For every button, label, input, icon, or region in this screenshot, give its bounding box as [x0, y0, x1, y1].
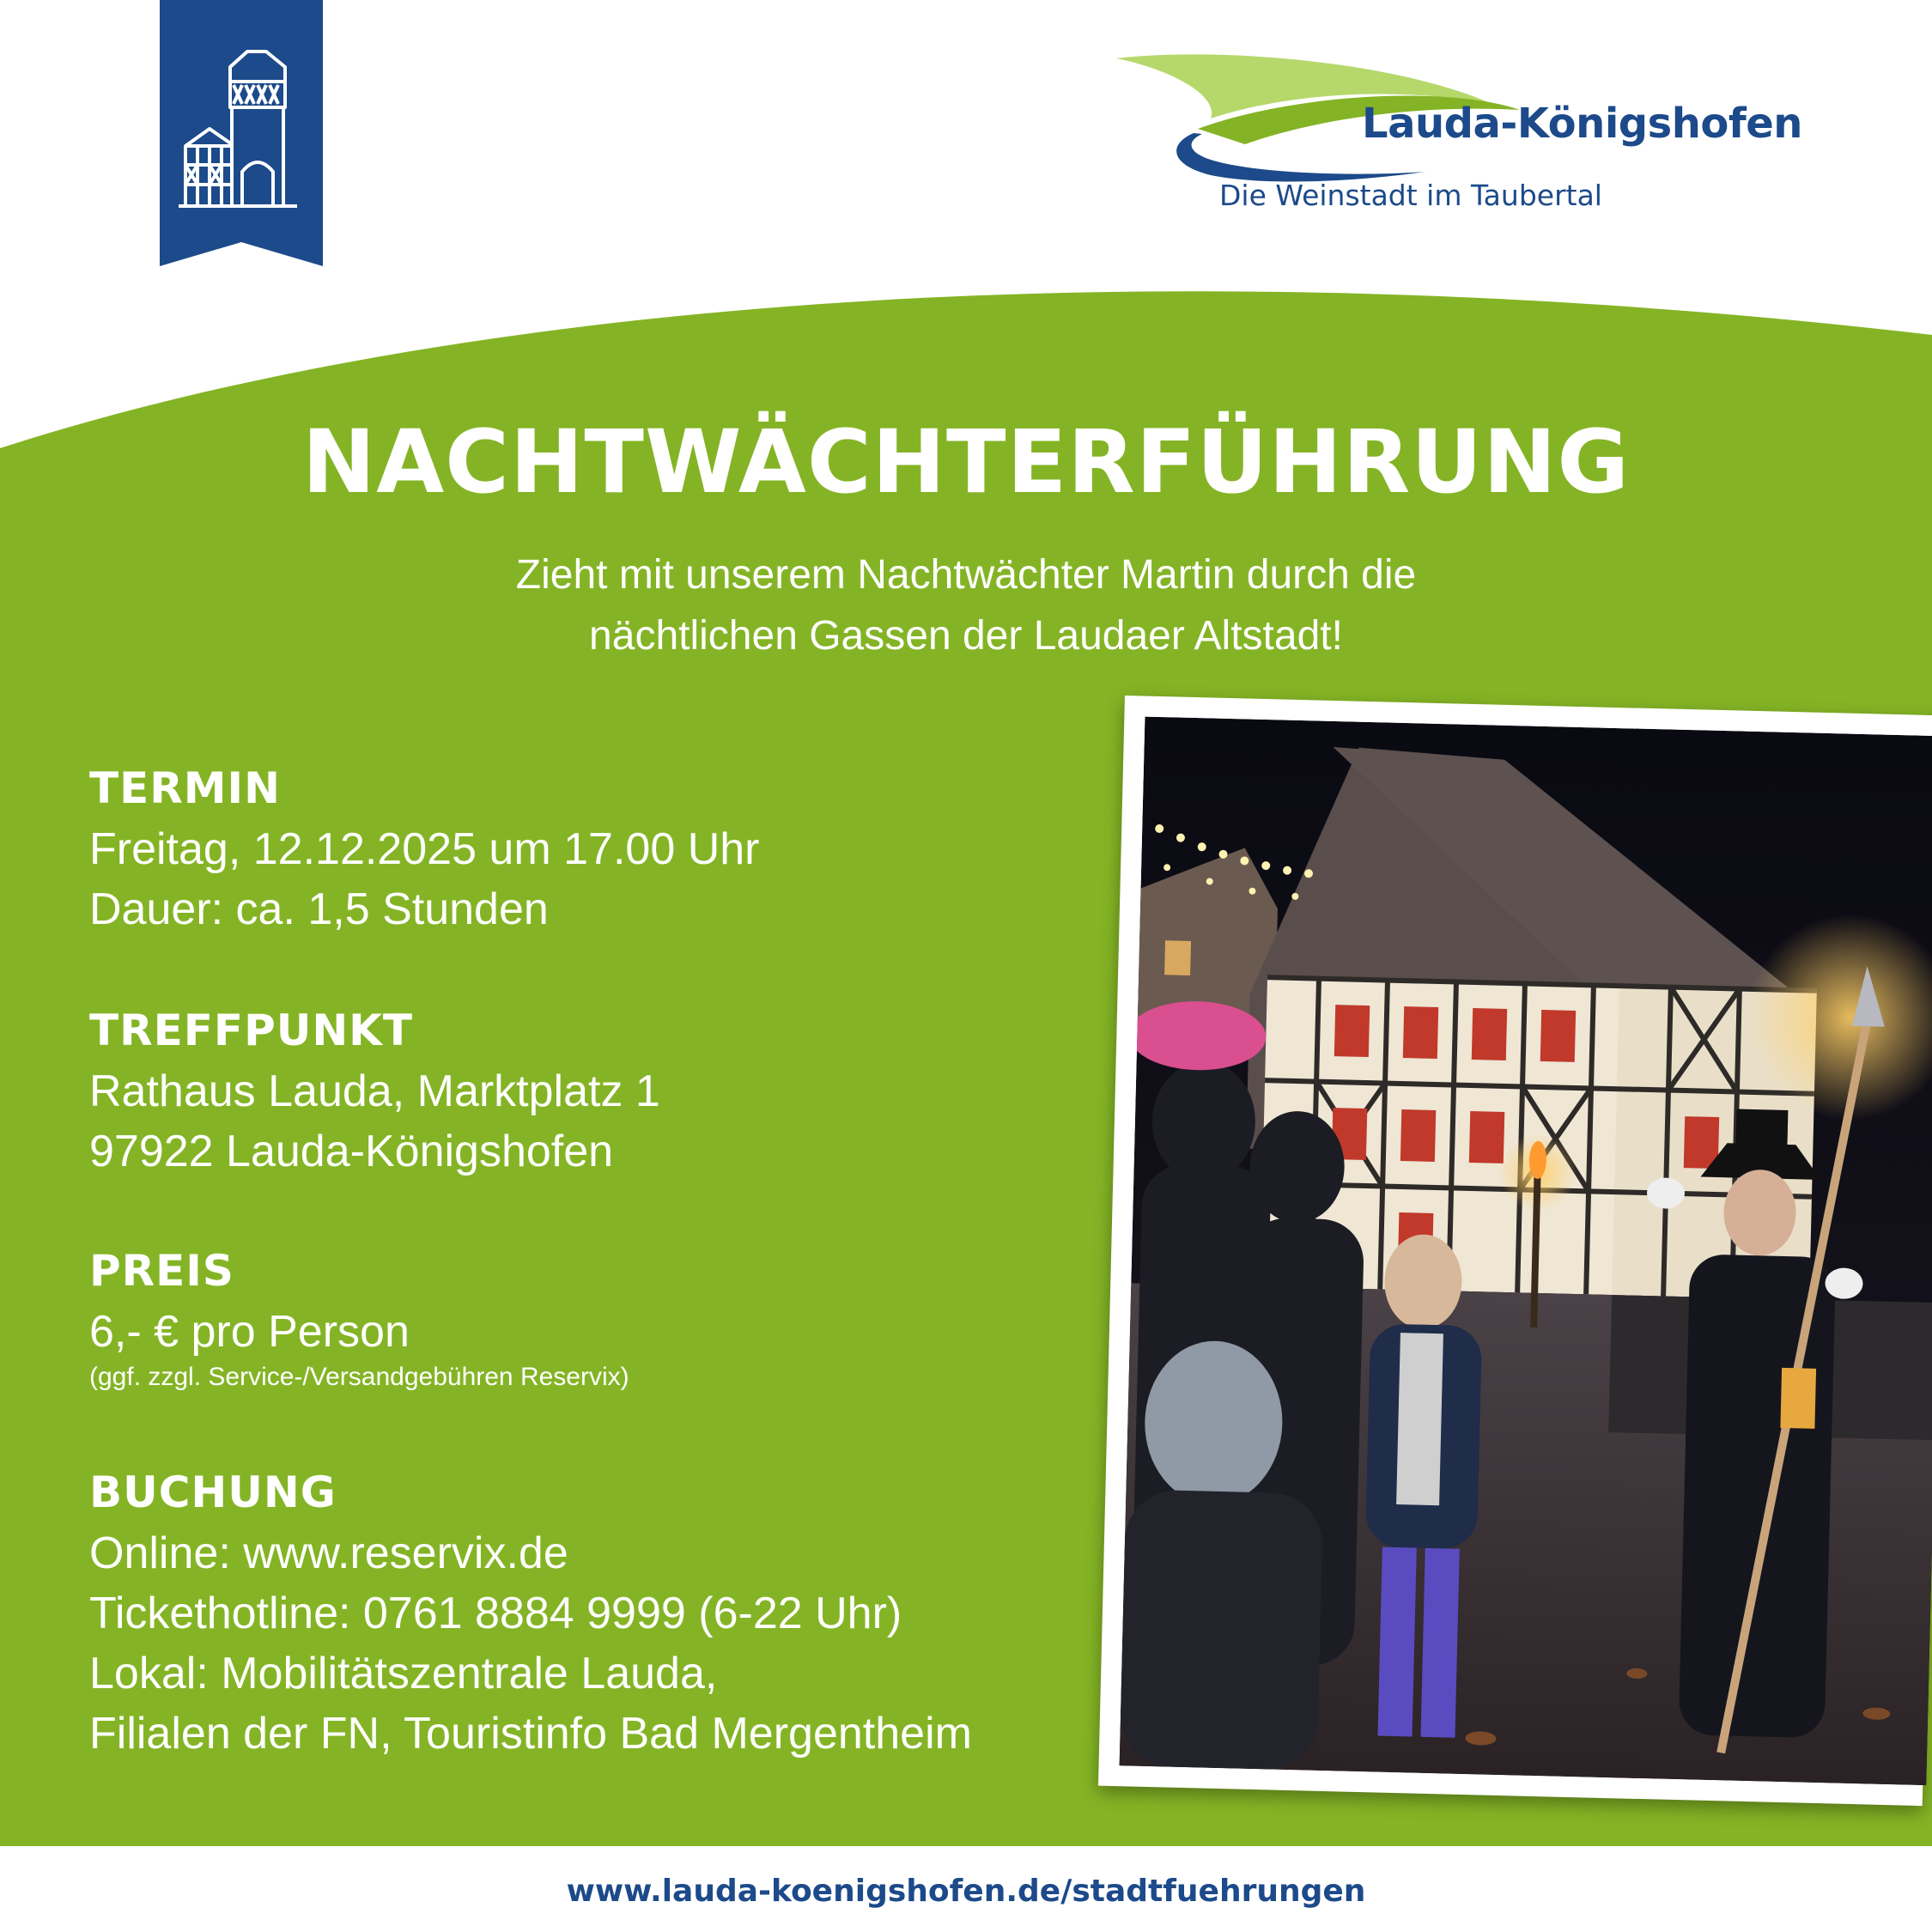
preis-note: (ggf. zzgl. Service-/Versandgebühren Reservix) — [89, 1363, 629, 1391]
tour-photo — [1098, 696, 1932, 1806]
treffpunkt-heading: TREFFPUNKT — [89, 1005, 414, 1055]
tour-photo-image — [1120, 717, 1932, 1786]
preis-section — [89, 1245, 1120, 1393]
preis-amount: 6,- € pro Person — [89, 1307, 410, 1357]
treffpunkt-city: 97922 Lauda-Königshofen — [89, 1127, 614, 1176]
logo-tagline: Die Weinstadt im Taubertal — [1219, 179, 1602, 212]
city-logo[interactable] — [1116, 52, 1803, 223]
logo-name: Lauda-Königshofen — [1362, 100, 1802, 148]
subtitle-line: nächtlichen Gassen der Laudaer Altstadt! — [589, 613, 1343, 659]
buchung-heading: BUCHUNG — [89, 1467, 337, 1517]
termin-date: Freitag, 12.12.2025 um 17.00 Uhr — [89, 824, 760, 874]
page-title: NACHTWÄCHTERFÜHRUNG — [301, 411, 1631, 513]
buchung-section — [89, 1467, 1120, 1764]
town-gate-icon — [160, 0, 323, 266]
termin-heading: TERMIN — [89, 763, 281, 813]
buchung-hotline: Tickethotline: 0761 8884 9999 (6-22 Uhr) — [89, 1589, 902, 1638]
treffpunkt-address: Rathaus Lauda, Marktplatz 1 — [89, 1066, 660, 1116]
buchung-local: Lokal: Mobilitätszentrale Lauda, — [89, 1649, 718, 1698]
footer-url[interactable]: www.lauda-koenigshofen.de/stadtfuehrungen — [566, 1874, 1366, 1909]
subtitle-line: Zieht mit unserem Nachtwächter Martin durch die — [515, 552, 1417, 598]
preis-heading: PREIS — [89, 1246, 234, 1296]
termin-duration: Dauer: ca. 1,5 Stunden — [89, 884, 549, 934]
termin-section — [89, 762, 1120, 939]
buchung-branches: Filialen der FN, Touristinfo Bad Mergentheim — [89, 1709, 972, 1759]
subtitle — [0, 544, 1932, 666]
buchung-online: Online: www.reservix.de — [89, 1528, 568, 1578]
treffpunkt-section — [89, 1005, 1120, 1182]
